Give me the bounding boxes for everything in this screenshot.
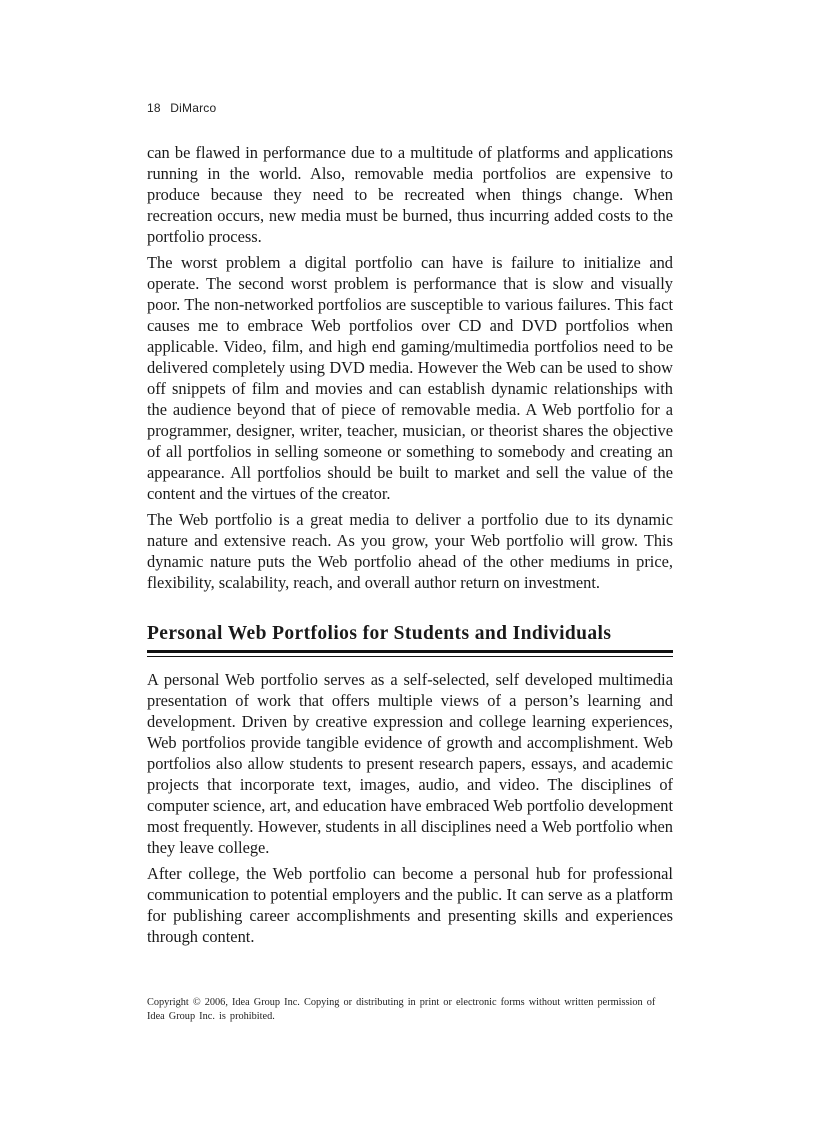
copyright-footer: Copyright © 2006, Idea Group Inc. Copying or distributing in print or electronic forms without written permission of Idea Group Inc. is prohibited. <box>147 997 656 1022</box>
paragraph: A personal Web portfolio serves as a self-selected, self developed multimedia presentation of work that offers multiple views of a person’s learning and development. Driven by creative expression and college learning experiences, Web portfolios provide tangible evidence of growth and accomplishment. Web portfolios also allow students to present research papers, essays, and academic projects that incorporate text, images, audio, and video. The disciplines of computer science, art, and education have embraced Web portfolio development most frequently. However, students in all disciplines need a Web portfolio when they leave college. <box>147 670 673 857</box>
paragraph: After college, the Web portfolio can become a personal hub for professional communication to potential employers and the public. It can serve as a platform for publishing career accomplishments and presenting skills and experiences through content. <box>147 864 673 946</box>
running-head <box>147 101 216 115</box>
paragraph: can be flawed in performance due to a multitude of platforms and applications running in the world. Also, removable media portfolios are expensive to produce because they need to be recreated when things change. When recreation occurs, new media must be burned, thus incurring added costs to the portfolio process. <box>147 143 673 246</box>
body-text-section <box>147 669 673 952</box>
paragraph: The worst problem a digital portfolio can have is failure to initialize and operate. The second worst problem is performance that is slow and visually poor. The non-networked portfolios are susceptible to various failures. This fact causes me to embrace Web portfolios over CD and DVD portfolios when applicable. Video, film, and high end gaming/multimedia portfolios need to be delivered completely using DVD media. However the Web can be used to show off snippets of film and movies and can establish dynamic relationships with the audience beyond that of piece of removable media. A Web portfolio for a programmer, designer, writer, teacher, musician, or theorist shares the objective of all portfolios in selling someone or something to somebody and creating an appearance. All portfolios should be built to market and sell the value of the content and the virtues of the creator. <box>147 253 673 503</box>
paragraph: The Web portfolio is a great media to deliver a portfolio due to its dynamic nature and extensive reach. As you grow, your Web portfolio will grow. This dynamic nature puts the Web portfolio ahead of the other mediums in price, flexibility, scalability, reach, and overall author return on investment. <box>147 510 673 592</box>
section-heading: Personal Web Portfolios for Students and Individuals <box>147 622 673 653</box>
page-number: 18 <box>147 101 161 115</box>
author-name: DiMarco <box>170 101 217 115</box>
body-text-top <box>147 142 673 598</box>
